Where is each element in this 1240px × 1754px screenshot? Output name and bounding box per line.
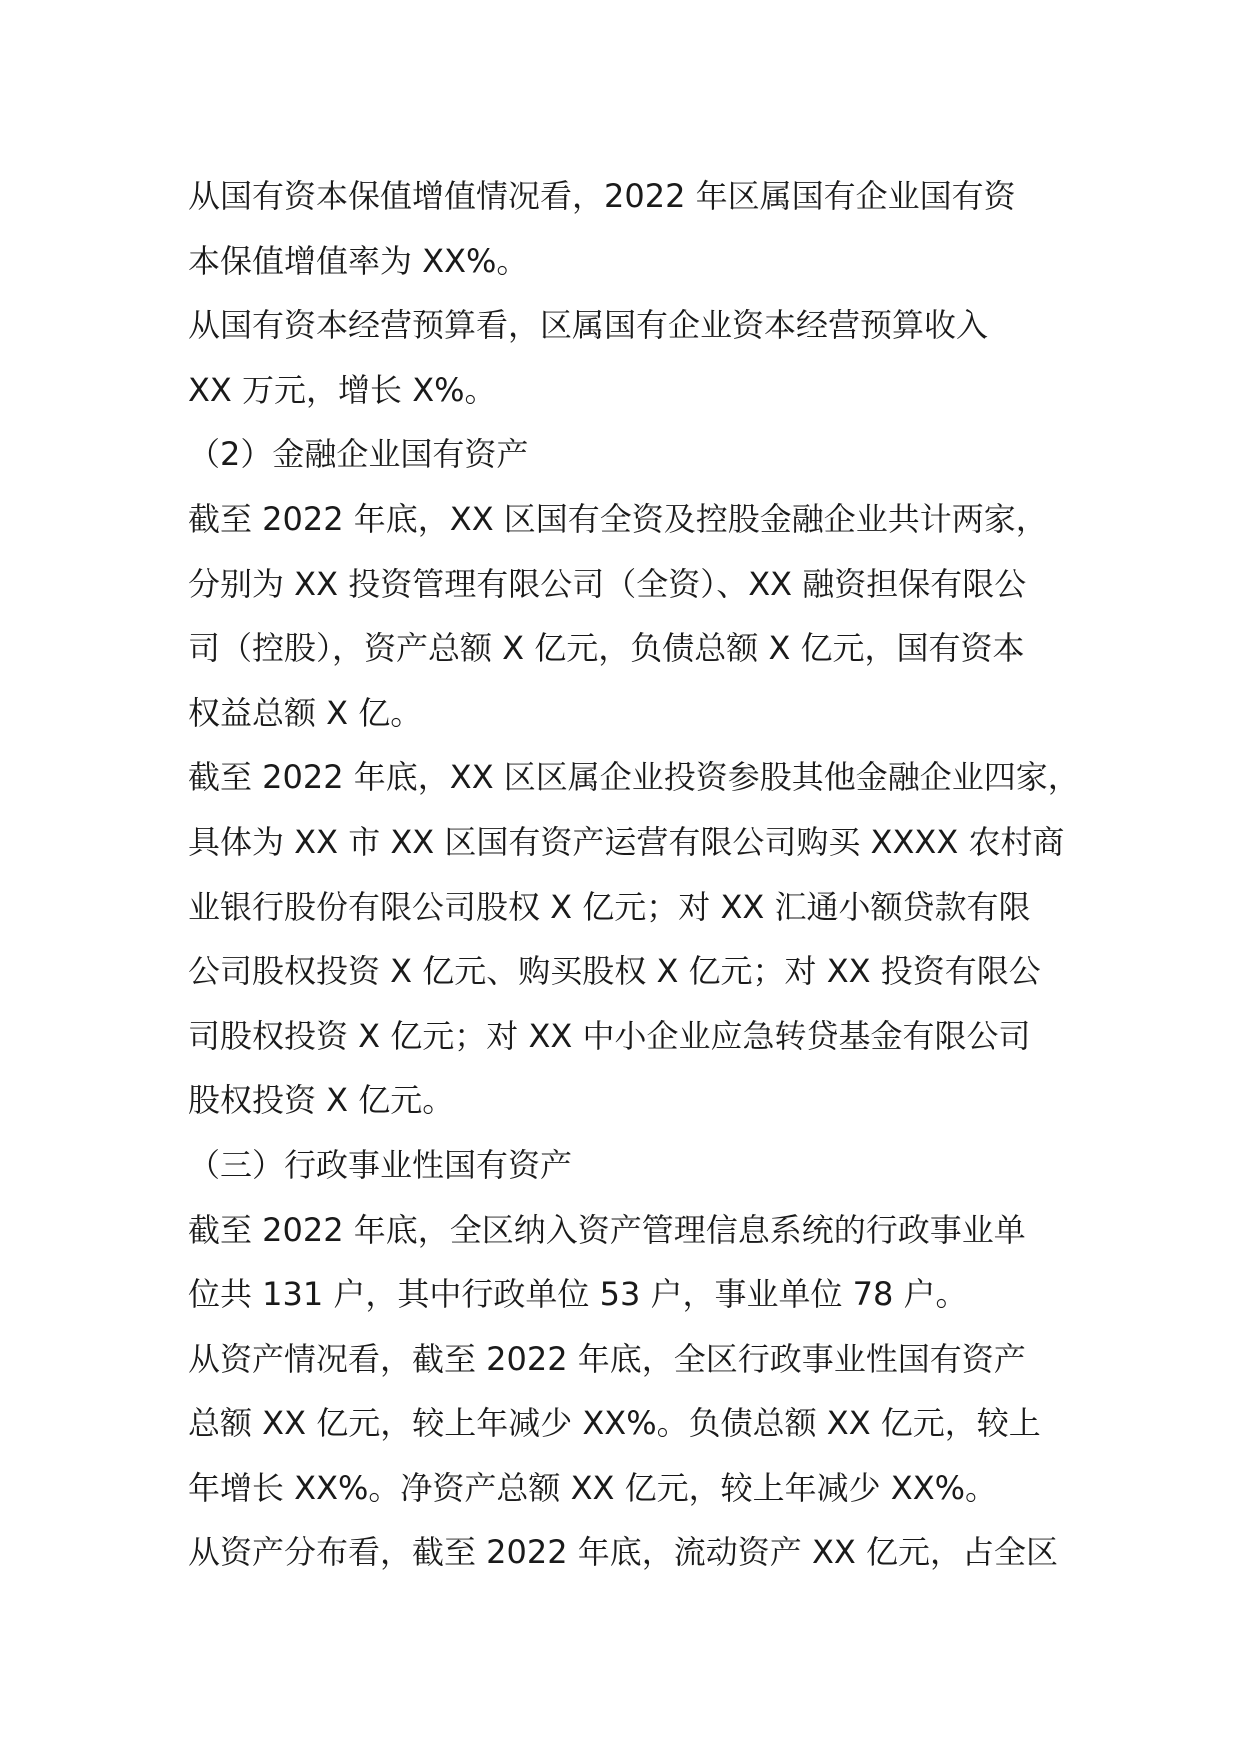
- text-line: 分别为 XX 投资管理有限公司（全资）、XX 融资担保有限公: [188, 564, 1027, 603]
- text-line: 截至 2022 年底，全区纳入资产管理信息系统的行政事业单: [188, 1210, 1026, 1249]
- text-line: 截至 2022 年底，XX 区国有全资及控股金融企业共计两家，: [188, 499, 1048, 538]
- text-line: 具体为 XX 市 XX 区国有资产运营有限公司购买 XXXX 农村商: [188, 822, 1065, 861]
- text-line: 本保值增值率为 XX%。: [188, 241, 529, 280]
- text-line: 从国有资本保值增值情况看，2022 年区属国有企业国有资: [188, 177, 1016, 215]
- text-line: 年增长 XX%。净资产总额 XX 亿元，较上年减少 XX%。: [188, 1468, 998, 1507]
- text-line: 司股权投资 X 亿元；对 XX 中小企业应急转贷基金有限公司: [188, 1016, 1031, 1055]
- section-heading: （2）金融企业国有资产: [188, 435, 529, 474]
- text-line: 位共 131 户，其中行政单位 53 户，事业单位 78 户。: [188, 1275, 968, 1314]
- document-body: [188, 164, 1088, 1585]
- text-line: 从资产分布看，截至 2022 年底，流动资产 XX 亿元，占全区: [188, 1533, 1058, 1572]
- text-line: 截至 2022 年底，XX 区区属企业投资参股其他金融企业四家，: [188, 758, 1080, 797]
- text-line: 总额 XX 亿元，较上年减少 XX%。负债总额 XX 亿元，较上: [188, 1404, 1041, 1443]
- text-line: 从国有资本经营预算看，区属国有企业资本经营预算收入: [188, 306, 989, 345]
- text-line: 司（控股），资产总额 X 亿元，负债总额 X 亿元，国有资本: [188, 629, 1025, 668]
- text-line: 股权投资 X 亿元。: [188, 1081, 455, 1120]
- text-line: XX 万元，增长 X%。: [188, 370, 497, 409]
- text-line: 从资产情况看，截至 2022 年底，全区行政事业性国有资产: [188, 1339, 1026, 1378]
- text-line: 权益总额 X 亿。: [188, 693, 423, 732]
- section-heading: （三）行政事业性国有资产: [188, 1145, 573, 1184]
- text-line: 公司股权投资 X 亿元、购买股权 X 亿元；对 XX 投资有限公: [188, 952, 1041, 991]
- text-line: 业银行股份有限公司股权 X 亿元；对 XX 汇通小额贷款有限: [188, 887, 1031, 926]
